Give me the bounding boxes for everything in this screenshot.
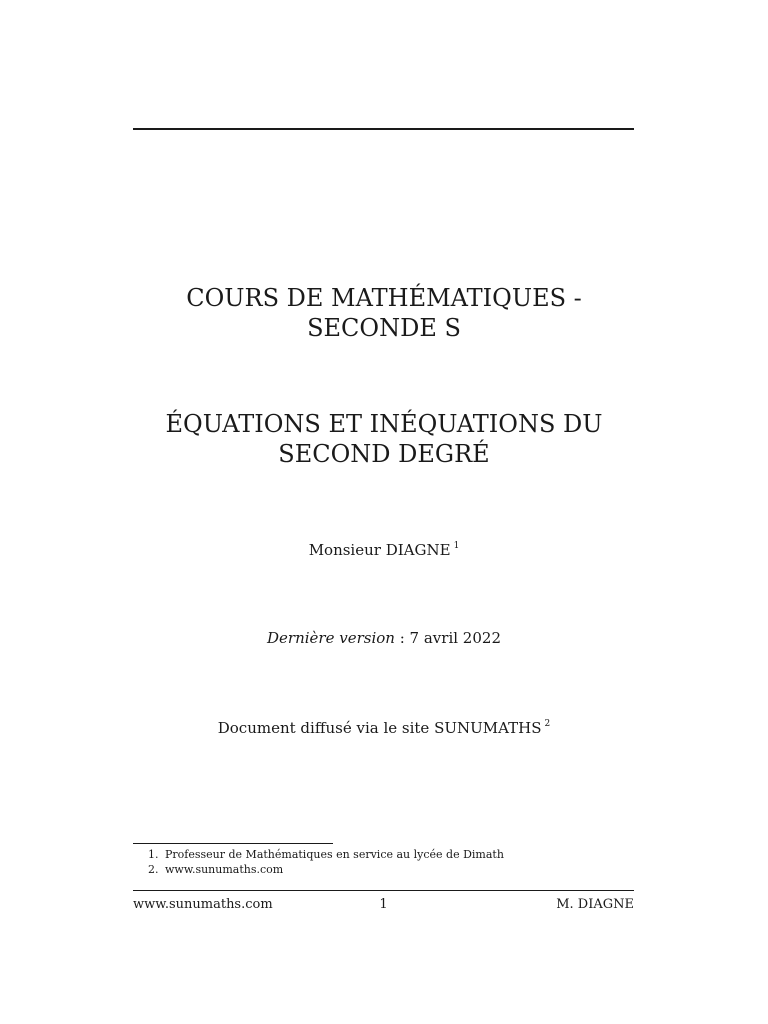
footnote-ref-2: 2 [544, 719, 551, 729]
footnote-2 [148, 862, 504, 877]
footnote-rule [133, 843, 333, 844]
page-footer [133, 896, 634, 916]
footnotes [148, 847, 504, 877]
top-rule [133, 128, 634, 130]
footnote-ref-1: 1 [453, 541, 460, 551]
footer-website[interactable]: www.sunumaths.com [133, 897, 273, 912]
footnote-text: Professeur de Mathématiques en service au lycée de Dimath [165, 848, 504, 861]
page-number: 1 [379, 897, 388, 912]
author-name: Monsieur DIAGNE [308, 541, 451, 559]
version-line [100, 628, 668, 648]
footnote-1 [148, 847, 504, 862]
footnote-number: 1. [148, 848, 159, 861]
course-title-line-1: COURS DE MATHÉMATIQUES - [186, 284, 582, 312]
chapter-title-line-1: ÉQUATIONS ET INÉQUATIONS DU [165, 410, 603, 438]
author-line [100, 540, 668, 560]
footnote-link[interactable]: www.sunumaths.com [165, 863, 284, 876]
course-title [100, 283, 668, 343]
footnote-number: 2. [148, 863, 159, 876]
footer-author: M. DIAGNE [556, 897, 634, 912]
course-title-line-2: SECONDE S [307, 314, 461, 342]
version-date: 7 avril 2022 [409, 629, 501, 647]
chapter-title [100, 409, 668, 469]
version-label: Dernière version [267, 629, 395, 647]
chapter-title-line-2: SECOND DEGRÉ [278, 440, 490, 468]
footer-rule [133, 890, 634, 891]
diffusion-line [100, 718, 668, 738]
diffusion-text: Document diffusé via le site SUNUMATHS [217, 719, 542, 737]
version-separator: : [394, 629, 410, 647]
